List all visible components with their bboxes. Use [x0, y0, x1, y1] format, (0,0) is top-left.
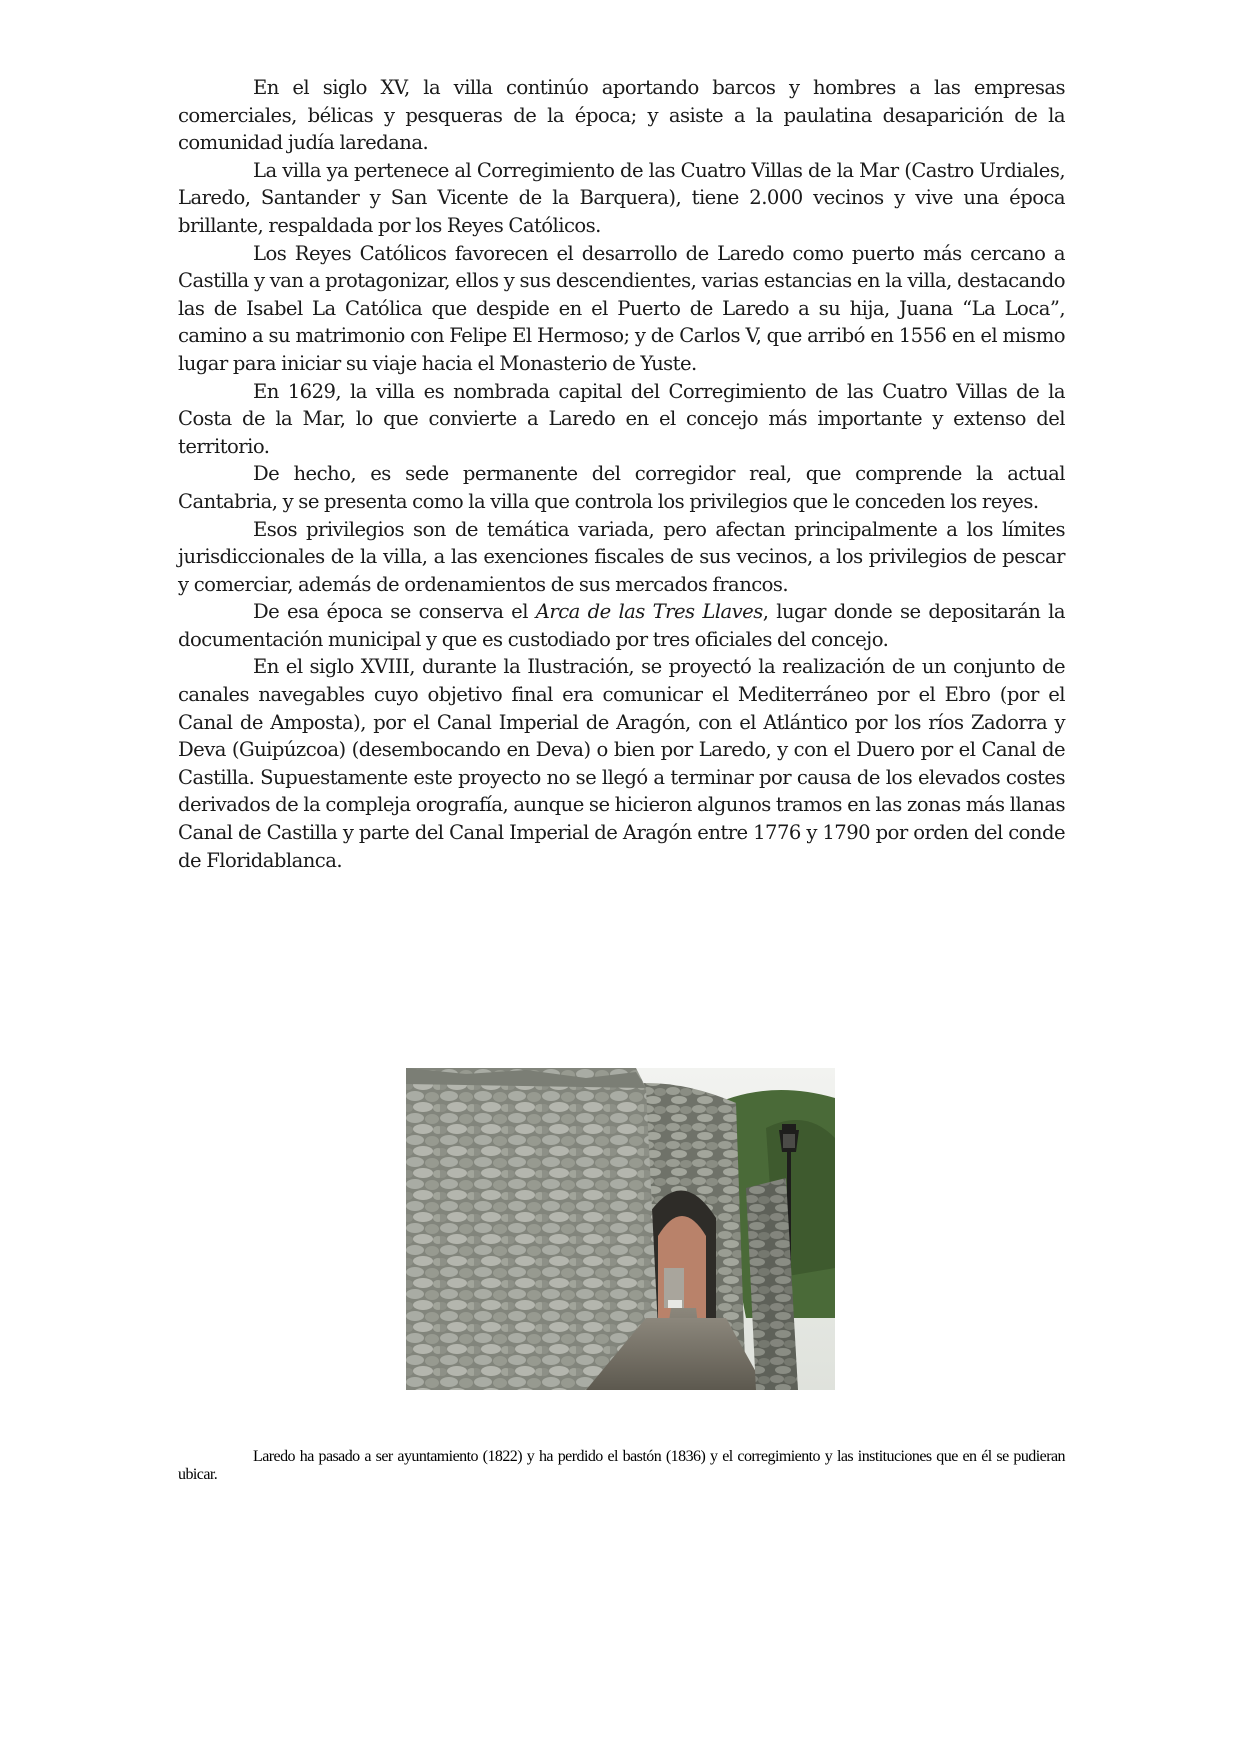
paragraph-ayuntamiento: Laredo ha pasado a ser ayuntamiento (1822) y ha perdido el bastón (1836) y el corregimiento y las instituciones que en él se pudieran ubicar. [178, 1448, 1065, 1483]
paragraph-1629: En 1629, la villa es nombrada capital del Corregimiento de las Cuatro Villas de la Costa de la Mar, lo que convierte a Laredo en el concejo más importante y extenso del territorio. [178, 379, 1065, 458]
paragraph-corregimiento: La villa ya pertenece al Corregimiento de las Cuatro Villas de la Mar (Castro Urdiales, Laredo, Santander y San Vicente de la Barquera), tiene 2.000 vecinos y vive una época brillante, respaldada por los Reyes Católicos. [178, 158, 1065, 237]
arca-title: Arca de las Tres Llaves [535, 600, 763, 624]
paragraph-privilegios: Esos privilegios son de temática variada, pero afectan principalmente a los límites jurisdiccionales de la villa, a las exenciones fiscales de sus vecinos, a los privilegios de pescar y comerciar, además de ordenamientos de sus mercados francos. [178, 517, 1065, 596]
paragraph-reyes-catolicos: Los Reyes Católicos favorecen el desarrollo de Laredo como puerto más cercano a Castilla y van a protagonizar, ellos y sus descendientes, varias estancias en la villa, destacando las de Isabel La Católica que despide en el Puerto de Laredo a su hija, Juana “La Loca”, camino a su matrimonio con Felipe El Hermoso; y de Carlos V, que arribó en 1556 en el mismo lugar para iniciar su viaje hacia el Monasterio de Yuste. [178, 241, 1065, 375]
closing-block [178, 1448, 1065, 1484]
paragraph-arca [178, 598, 1065, 653]
arca-before: De esa época se conserva el [253, 600, 536, 624]
arca-after: , lugar donde se depositarán la documentación municipal y que es custodiado por tres oficiales del concejo. [178, 600, 1066, 651]
paragraph-ilustracion: En el siglo XVIII, durante la Ilustración, se proyectó la realización de un conjunto de canales navegables cuyo objetivo final era comunicar el Mediterráneo por el Ebro (por el Canal de Amposta), por el Canal Imperial de Aragón, con el Atlántico por los ríos Zadorra y Deva (Guipúzcoa) (desembocando en Deva) o bien por Laredo, y con el Duero por el Canal de Castilla. Supuestamente este proyecto no se llegó a terminar por causa de los elevados costes derivados de la compleja orografía, aunque se hicieron algunos tramos en las zonas más llanas Canal de Castilla y parte del Canal Imperial de Aragón entre 1776 y 1790 por orden del conde de Floridablanca. [178, 655, 1065, 872]
paragraph-corregidor-real: De hecho, es sede permanente del corregidor real, que comprende la actual Cantabria, y se presenta como la villa que controla los privilegios que le conceden los reyes. [178, 462, 1065, 513]
paragraph-siglo-xv: En el siglo XV, la villa continúo aportando barcos y hombres a las empresas comerciales, bélicas y pesqueras de la época; y asiste a la paulatina desaparición de la comunidad judía laredana. [178, 76, 1065, 155]
photo-stone-arch-street [406, 1068, 835, 1390]
document-body [178, 74, 1065, 874]
photo-illustration [406, 1068, 835, 1390]
